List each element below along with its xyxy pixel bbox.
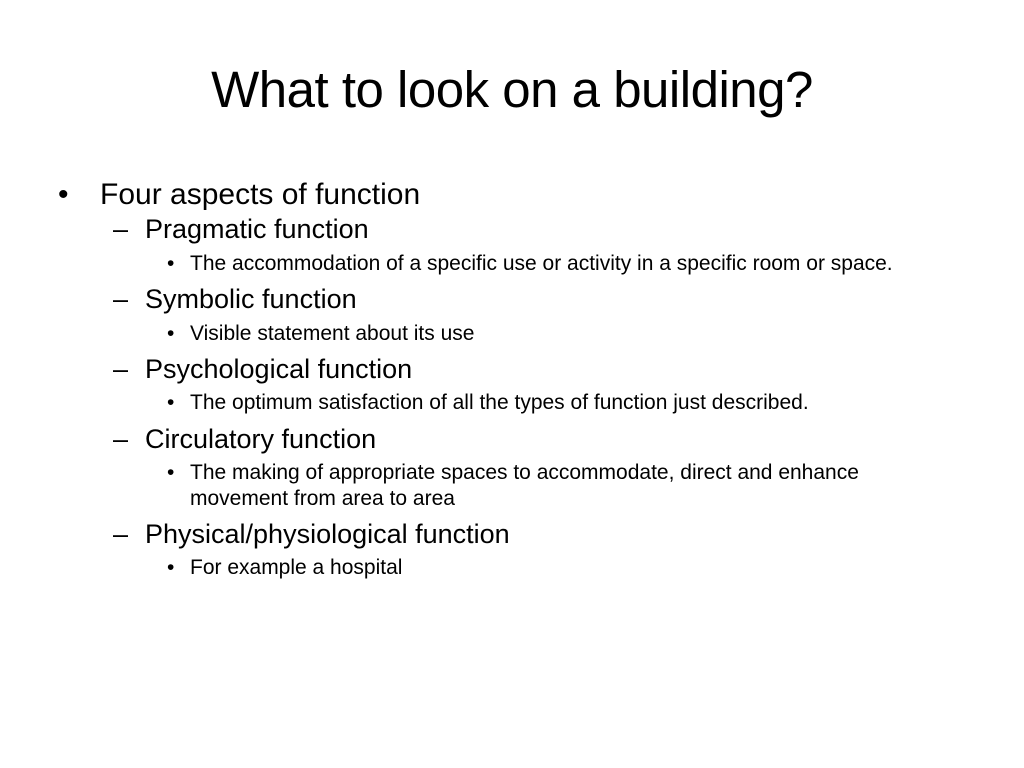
- detail-list: [145, 251, 1024, 276]
- sub-bullet-text: Pragmatic function: [145, 214, 369, 244]
- detail-item: [167, 390, 952, 415]
- bullet-text: Four aspects of function: [100, 178, 421, 211]
- sub-bullet-text: Symbolic function: [145, 283, 357, 314]
- dash-marker: –: [113, 214, 129, 244]
- bullet-marker: •: [58, 178, 69, 211]
- sub-bullet-item-psychological: [113, 353, 1024, 416]
- bullet-marker: •: [167, 461, 175, 485]
- sub-bullet-text: Physical/physiological function: [145, 518, 510, 549]
- detail-text: The optimum satisfaction of all the types of function just described.: [190, 391, 809, 415]
- detail-text: The accommodation of a specific use or activity in a specific room or space.: [190, 251, 893, 275]
- sub-bullet-list: [100, 215, 1024, 581]
- bullet-marker: •: [167, 556, 175, 580]
- detail-text: For example a hospital: [190, 556, 403, 580]
- dash-marker: –: [113, 283, 129, 314]
- detail-item: [167, 251, 952, 276]
- sub-bullet-item-pragmatic: [113, 214, 1024, 276]
- detail-list: [145, 321, 1024, 346]
- detail-list: [145, 555, 1024, 580]
- sub-bullet-text: Psychological function: [145, 353, 413, 384]
- dash-marker: –: [113, 423, 129, 454]
- detail-item: [167, 555, 952, 580]
- slide-title: What to look on a building?: [211, 61, 813, 118]
- sub-bullet-item-circulatory: [113, 423, 1024, 511]
- detail-item: [167, 460, 952, 510]
- sub-bullet-text: Circulatory function: [145, 423, 377, 454]
- sub-bullet-item-symbolic: [113, 283, 1024, 346]
- dash-marker: –: [113, 353, 129, 384]
- slide-content: [0, 178, 1024, 590]
- detail-text: The making of appropriate spaces to accommodate, direct and enhance movement from area to area: [190, 461, 859, 510]
- detail-list: [145, 390, 1024, 415]
- bullet-marker: •: [167, 321, 175, 345]
- bullet-item-function-aspects: [58, 178, 1024, 581]
- bullet-list: [0, 178, 1024, 581]
- detail-text: Visible statement about its use: [190, 321, 475, 345]
- bullet-marker: •: [167, 391, 175, 415]
- detail-item: [167, 321, 952, 346]
- sub-bullet-item-physical: [113, 518, 1024, 581]
- bullet-marker: •: [167, 251, 175, 275]
- dash-marker: –: [113, 518, 129, 549]
- detail-list: [145, 460, 1024, 510]
